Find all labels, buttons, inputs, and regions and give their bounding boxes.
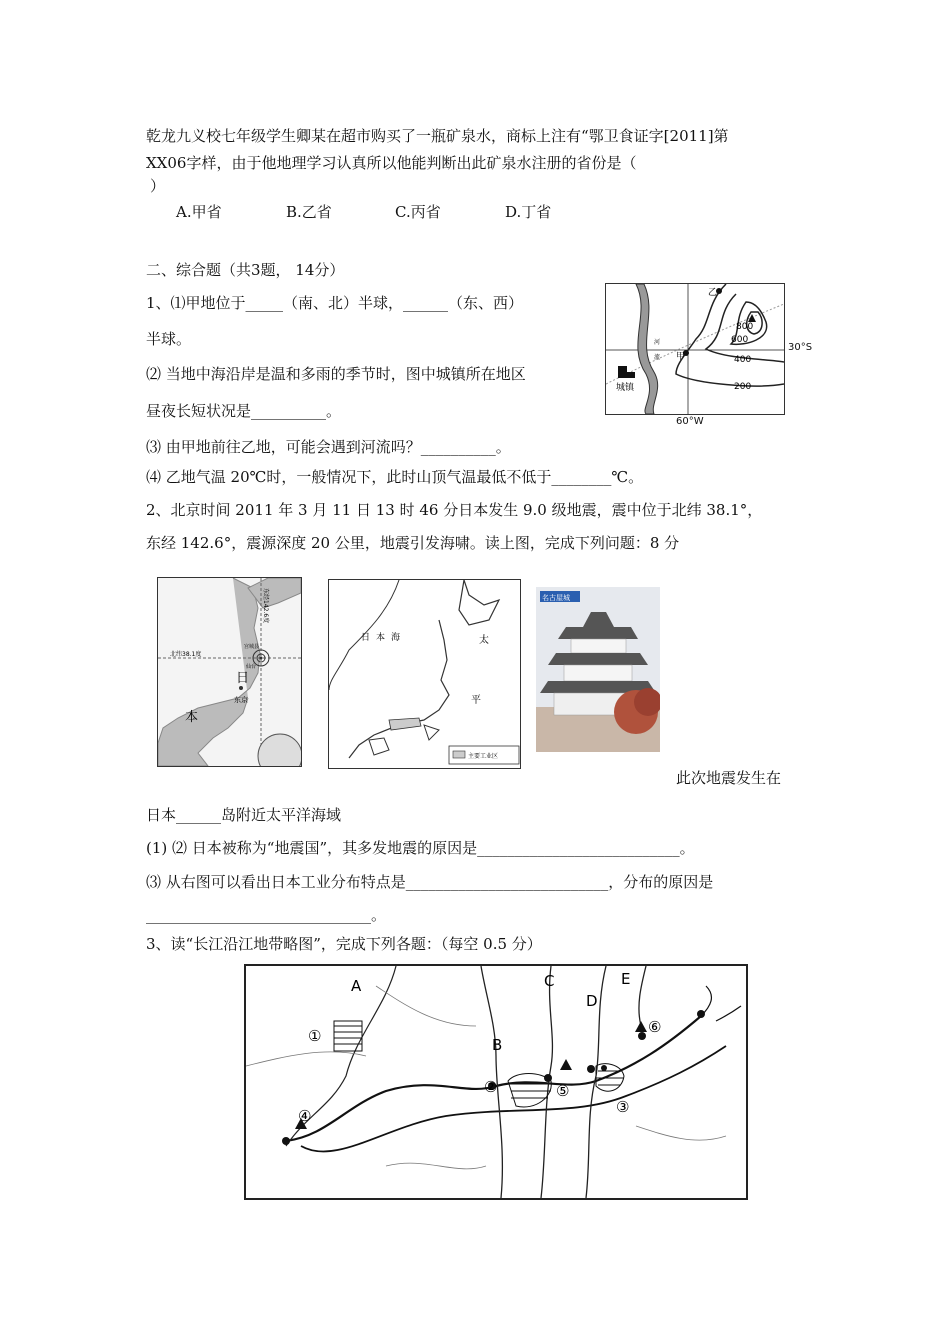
label-A: A xyxy=(351,977,362,995)
pac-ping: 平 xyxy=(471,695,481,706)
quake-lon-label: 东经142.6度 xyxy=(262,588,269,624)
sea-ri: 日 xyxy=(361,633,371,643)
label-latitude: 30°S xyxy=(788,342,813,353)
yangtze-map xyxy=(244,964,748,1200)
contour-600: 600 xyxy=(731,335,749,345)
mountain-5 xyxy=(560,1059,572,1070)
option-c: C.丙省 xyxy=(395,203,441,221)
label-liu: 流 xyxy=(654,354,661,361)
label-n2: ② xyxy=(484,1078,498,1096)
mountain-6 xyxy=(635,1021,647,1032)
option-a: A.甲省 xyxy=(176,203,222,221)
sea-hai: 海 xyxy=(391,633,401,643)
q1-part4: ⑷ 乙地气温 20℃时，一般情况下，此时山顶气温最低不低于________℃。 xyxy=(146,468,644,486)
contour-map xyxy=(605,283,785,415)
label-jia: 甲 xyxy=(676,352,686,362)
label-n6: ⑥ xyxy=(648,1018,662,1036)
label-C: C xyxy=(544,972,555,990)
japan-industry-map xyxy=(328,579,521,769)
label-longitude: 60°W xyxy=(676,416,704,427)
q-intro-line1: 乾龙九义校七年级学生卿某在超市购买了一瓶矿泉水，商标上注有“鄂卫食证字[2011]第 xyxy=(146,127,729,145)
label-B: B xyxy=(492,1036,503,1054)
q2-part3b: ______________________________。 xyxy=(146,906,387,924)
q2-line2: 东经 142.6°，震源深度 20 公里，地震引发海啸。读上图，完成下列问题：8 分 xyxy=(146,534,680,552)
epicenter-marker xyxy=(260,657,263,660)
q-intro-line2: XX06字样，由于他地理学习认真所以他能判断出此矿泉水注册的省份是（ xyxy=(146,154,637,172)
label-n4: ④ xyxy=(298,1107,312,1125)
q3-title: 3、读“长江沿江地带略图”，完成下列各题：（每空 0.5 分） xyxy=(146,935,542,953)
label-sendai: 仙台 xyxy=(246,664,257,670)
contour-800: 800 xyxy=(736,322,754,332)
q2-line3: 日本______岛附近太平洋海域 xyxy=(146,806,342,824)
section2-title: 二、综合题（共3题， 14分） xyxy=(146,261,345,279)
q2-part12: (1) ⑵ 日本被称为“地震国”，其多发地震的原因是___________________________。 xyxy=(146,839,695,857)
q1-part2a: ⑵ 当地中海沿岸是温和多雨的季节时，图中城镇所在地区 xyxy=(146,365,526,383)
quake-lat-label: 北纬38.1度 xyxy=(170,651,202,658)
option-d: D.丁省 xyxy=(505,203,552,221)
label-he: 河 xyxy=(654,339,661,346)
label-ri: 日 xyxy=(236,671,250,686)
q1-part3: ⑶ 由甲地前往乙地，可能会遇到河流吗？__________。 xyxy=(146,438,511,456)
q2-tail: 此次地震发生在 xyxy=(676,769,782,787)
option-b: B.乙省 xyxy=(286,203,332,221)
label-town: 城镇 xyxy=(616,383,635,393)
nagoya-castle-photo xyxy=(536,587,660,752)
sea-ben: 本 xyxy=(376,633,386,643)
q-intro-line3: ） xyxy=(150,177,166,195)
q1-part2b: 昼夜长短状况是__________。 xyxy=(146,402,342,420)
label-miyagi: 宫城县 xyxy=(244,644,260,650)
label-ben: 本 xyxy=(185,710,199,725)
label-D: D xyxy=(586,992,598,1010)
label-yi: 乙 xyxy=(708,288,718,298)
label-tokyo: 东京 xyxy=(234,696,248,704)
region-3 xyxy=(596,1064,624,1092)
label-E: E xyxy=(621,970,631,988)
q2-part3a: ⑶ 从右图可以看出日本工业分布特点是___________________________，分布的原因是 xyxy=(146,873,714,891)
label-n3: ③ xyxy=(616,1098,630,1116)
label-n5: ⑤ xyxy=(556,1082,570,1100)
legend-label: 主要工业区 xyxy=(468,753,499,760)
contour-200: 200 xyxy=(734,382,752,392)
pac-tai: 太 xyxy=(479,635,489,646)
photo-caption: 名古屋城 xyxy=(542,594,570,602)
japan-quake-map xyxy=(157,577,302,767)
q1-part1b: 半球。 xyxy=(146,330,192,348)
q2-line1: 2、北京时间 2011 年 3 月 11 日 13 时 46 分日本发生 9.0 级地震，震中位于北纬 38.1°， xyxy=(146,501,763,519)
label-n1: ① xyxy=(308,1027,322,1045)
contour-400: 400 xyxy=(734,355,752,365)
q1-part1a: 1、⑴甲地位于_____（南、北）半球，______（东、西） xyxy=(146,294,524,312)
